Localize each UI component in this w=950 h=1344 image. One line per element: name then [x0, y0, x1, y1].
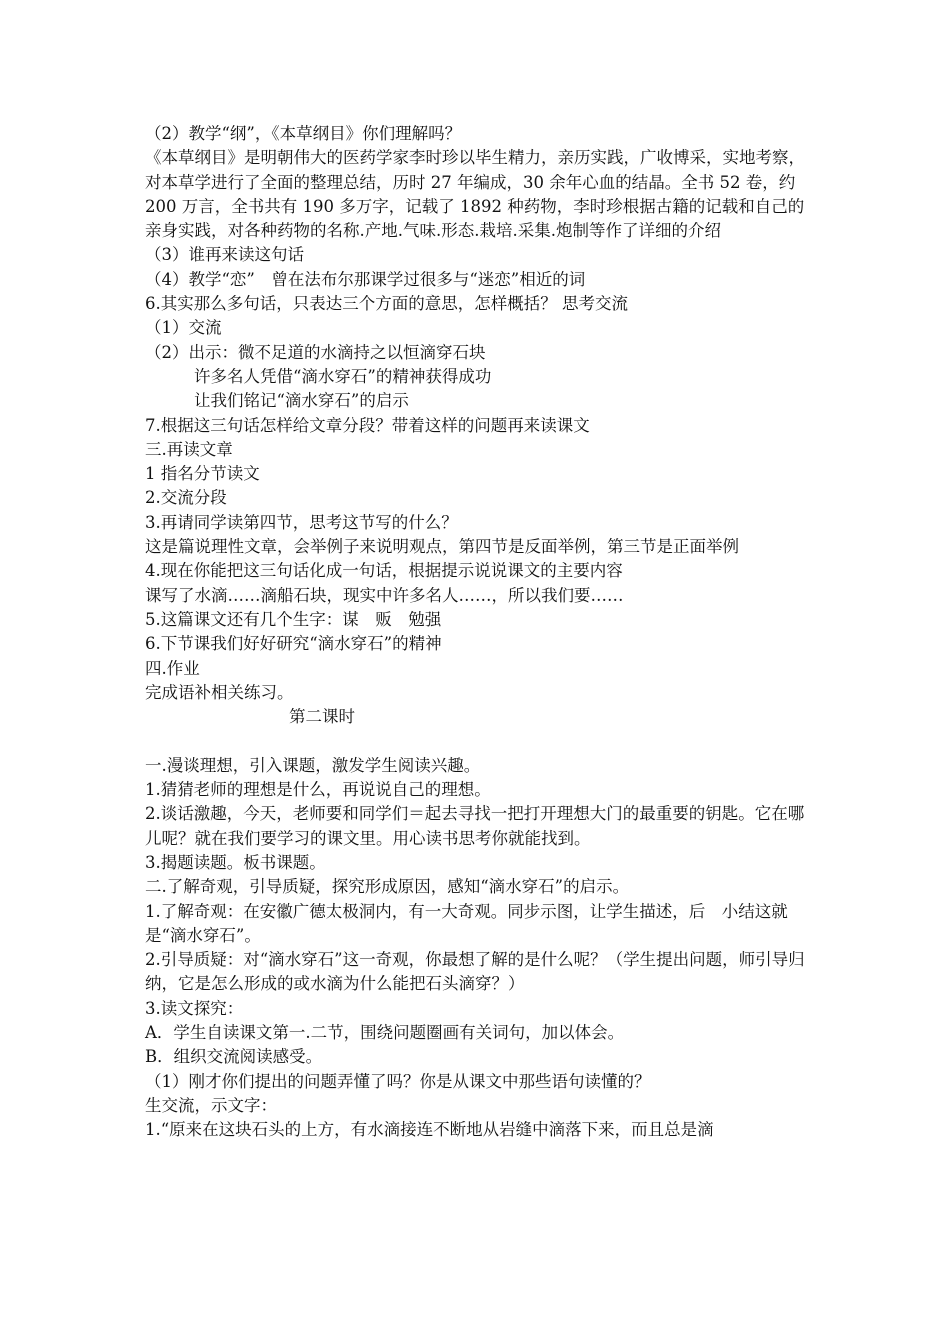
text-paragraph: 2.谈话激趣，今天，老师要和同学们＝起去寻找一把打开理想大门的最重要的钥匙。它在哪儿呢？就在我们要学习的课文里。用心读书思考你就能找到。	[145, 804, 805, 848]
text-line: （2）教学“纲”，《本草纲目》你们理解吗？	[145, 124, 462, 143]
text-line: 课写了水滴……滴船石块，现实中许多名人……，所以我们要……	[145, 585, 624, 605]
text-line: （1）刚才你们提出的问题弄懂了吗？你是从课文中那些语句读懂的？	[145, 1071, 651, 1091]
text-line: A．学生自读课文第一.二节，围绕问题圈画有关词句，加以体会。	[145, 1022, 625, 1042]
text-line: 3.揭题读题。板书课题。	[145, 852, 326, 872]
text-paragraph: 《本草纲目》是明朝伟大的医药学家李时珍以毕生精力，亲历实践，广收博采，实地考察，对本草学进行了全面的整理总结，历时 27 年编成，30 余年心血的结晶。全书 52 卷，约 200 万言，全书共有 190 多万字，记载了 1892 种药物，李时珍根据古籍的记载和自己的亲身实践，对各种药物的名称.产地.气味.形态.栽培.采集.炮制等作了详细的介绍	[145, 148, 805, 241]
blank-line	[145, 729, 810, 753]
text-line: 2.交流分段	[145, 488, 227, 508]
text-line: 1 指名分节读文	[145, 464, 260, 484]
text-line: 1.“原来在这块石头的上方，有水滴接连不断地从岩缝中滴落下来，而且总是滴	[145, 1120, 714, 1140]
document-body	[145, 122, 810, 1142]
text-line: 4.现在你能把这三句话化成一句话，根据提示说说课文的主要内容	[145, 561, 623, 581]
text-line: （4）教学“恋” 曾在法布尔那课学过很多与“迷恋”相近的词	[145, 269, 586, 289]
section-heading: 三.再读文章	[145, 439, 233, 459]
text-line: 6.下节课我们好好研究“滴水穿石”的精神	[145, 634, 442, 654]
text-line: （3）谁再来读这句话	[145, 245, 304, 265]
section-heading: 一.漫谈理想，引入课题，激发学生阅读兴趣。	[145, 755, 481, 775]
text-line: 6.其实那么多句话，只表达三个方面的意思，怎样概括？ 思考交流	[145, 294, 628, 314]
text-line: B．组织交流阅读感受。	[145, 1047, 323, 1067]
text-line: （2）出示：微不足道的水滴持之以恒滴穿石块	[145, 342, 486, 362]
text-paragraph: 这是篇说理性文章，会举例子来说明观点，第四节是反面举例，第三节是正面举例	[145, 537, 739, 557]
text-paragraph: 2.引导质疑：对“滴水穿石”这一奇观，你最想了解的是什么呢？（学生提出问题，师引导归纳，它是怎么形成的或水滴为什么能把石头滴穿？）	[145, 950, 805, 994]
section-heading: 二.了解奇观，引导质疑，探究形成原因，感知“滴水穿石”的启示。	[145, 877, 630, 897]
text-line: 1.猜猜老师的理想是什么，再说说自己的理想。	[145, 780, 491, 800]
lesson-title: 第二课时	[289, 707, 355, 727]
text-paragraph: 1.了解奇观：在安徽广德太极洞内，有一大奇观。同步示图，让学生描述，后 小结这就是“滴水穿石”。	[145, 901, 788, 945]
text-line: 许多名人凭借“滴水穿石”的精神获得成功	[194, 366, 492, 386]
text-line: 完成语补相关练习。	[145, 682, 294, 702]
text-line: 7.根据这三句话怎样给文章分段？带着这样的问题再来读课文	[145, 415, 590, 435]
text-line: 3.再请同学读第四节，思考这节写的什么？	[145, 512, 458, 532]
text-line: （1）交流	[145, 318, 222, 338]
text-line: 生交流，示文字：	[145, 1095, 277, 1115]
text-line: 3.读文探究：	[145, 998, 244, 1018]
section-heading: 四.作业	[145, 658, 200, 678]
text-line: 5.这篇课文还有几个生字：谋 贩 勉强	[145, 609, 442, 629]
text-line: 让我们铭记“滴水穿石”的启示	[194, 391, 409, 411]
